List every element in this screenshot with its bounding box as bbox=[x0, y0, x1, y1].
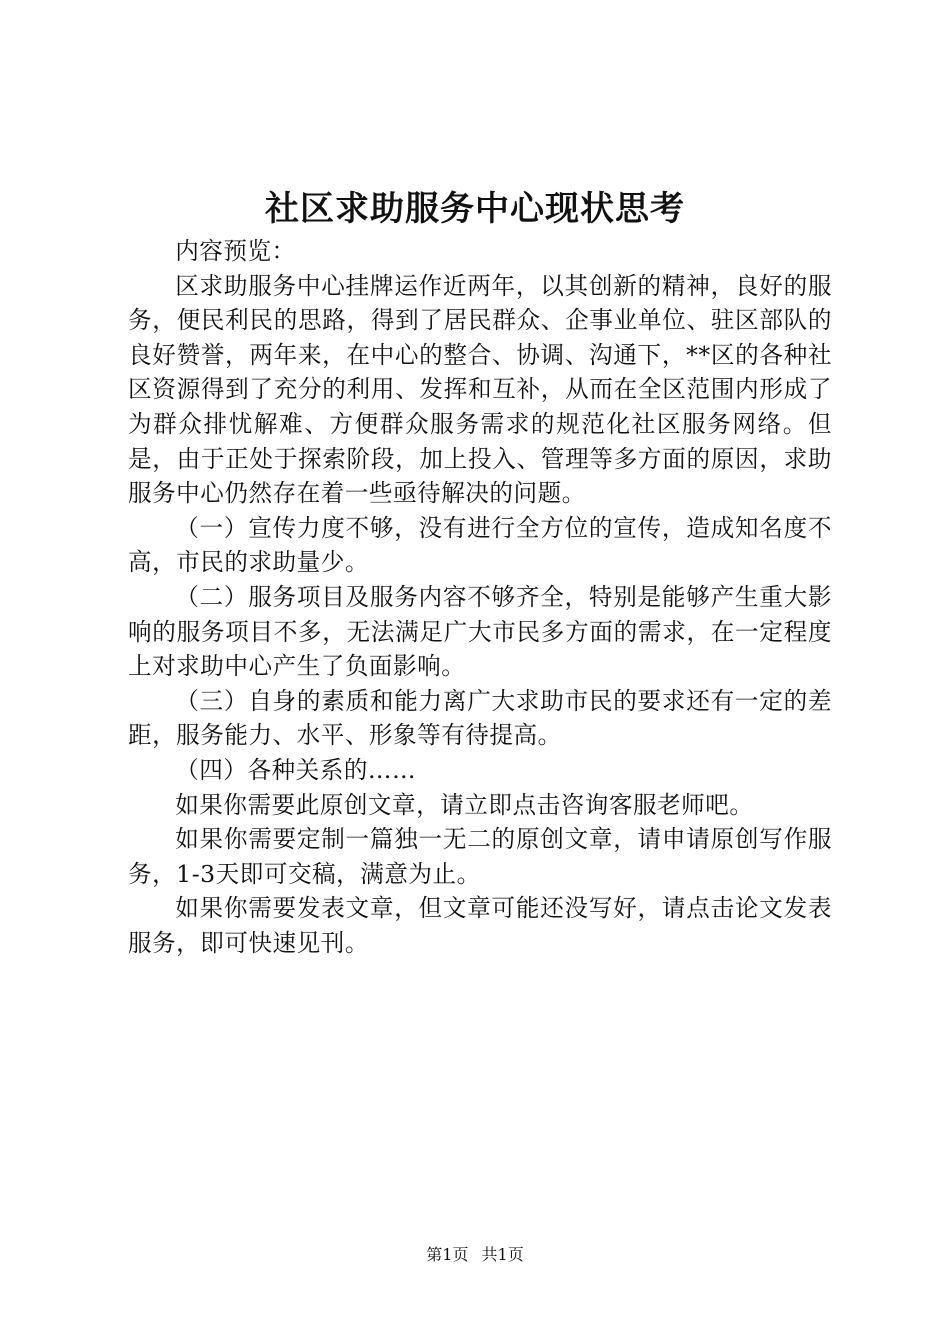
promo-paragraph-publish: 如果你需要发表文章，但文章可能还没写好，请点击论文发表服务，即可快速见刊。 bbox=[128, 894, 832, 957]
page-total: 共1页 bbox=[481, 1245, 524, 1264]
issue-paragraph-2: （二）服务项目及服务内容不够齐全，特别是能够产生重大影响的服务项目不多，无法满足广大市民多方面的需求，在一定程度上对求助中心产生了负面影响。 bbox=[128, 582, 832, 681]
document-body bbox=[128, 234, 832, 960]
intro-paragraph: 区求助服务中心挂牌运作近两年，以其创新的精神，良好的服务，便民利民的思路，得到了居民群众、企事业单位、驻区部队的良好赞誉，两年来，在中心的整合、协调、沟通下，**区的各种社区资源得到了充分的利用、发挥和互补，从而在全区范围内形成了为群众排忧解难、方便群众服务需求的规范化社区服务网络。但是，由于正处于探索阶段，加上投入、管理等多方面的原因，求助服务中心仍然存在着一些亟待解决的问题。 bbox=[128, 271, 832, 508]
issue-paragraph-1: （一）宣传力度不够，没有进行全方位的宣传，造成知名度不高，市民的求助量少。 bbox=[128, 513, 832, 577]
page-footer bbox=[0, 1244, 950, 1266]
promo-paragraph-custom: 如果你需要定制一篇独一无二的原创文章，请申请原创写作服务，1-3天即可交稿，满意为止。 bbox=[128, 825, 832, 888]
page-number: 第1页 bbox=[426, 1245, 469, 1264]
issue-paragraph-4: （四）各种关系的…… bbox=[175, 755, 417, 784]
issue-paragraph-3: （三）自身的素质和能力离广大求助市民的要求还有一定的差距，服务能力、水平、形象等有待提高。 bbox=[128, 686, 832, 750]
document-title: 社区求助服务中心现状思考 bbox=[265, 189, 685, 229]
preview-label: 内容预览： bbox=[175, 237, 296, 265]
promo-paragraph-consult: 如果你需要此原创文章，请立即点击咨询客服老师吧。 bbox=[175, 790, 754, 819]
